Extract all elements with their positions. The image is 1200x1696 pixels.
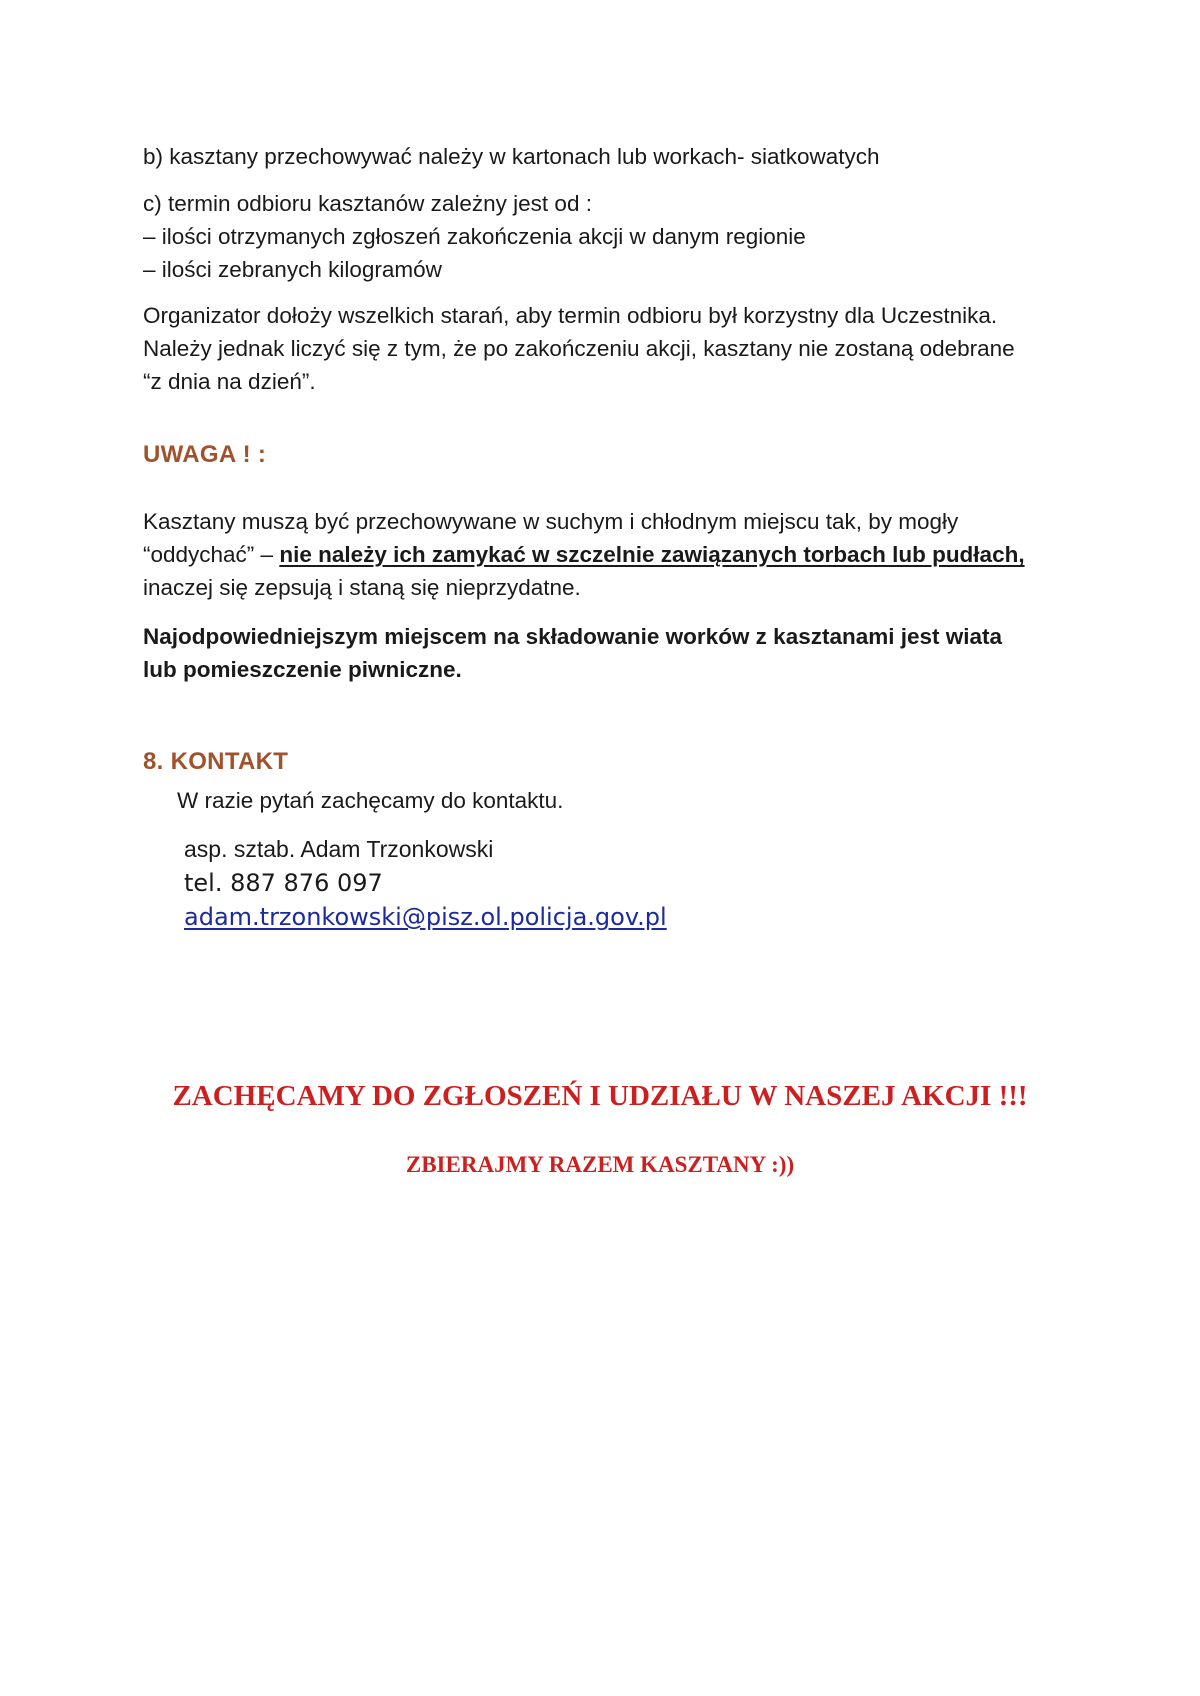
section-c xyxy=(143,187,1103,286)
uwaga-heading: UWAGA ! : xyxy=(143,441,267,468)
uwaga-line xyxy=(143,538,1103,571)
contact-name: asp. sztab. Adam Trzonkowski xyxy=(184,836,494,862)
organizer-line: Należy jednak liczyć się z tym, że po zakończeniu akcji, kasztany nie zostaną odebrane xyxy=(143,336,1015,361)
section-b-text: b) kasztany przechowywać należy w kartonach lub workach- siatkowatych xyxy=(143,144,880,169)
organizer-paragraph xyxy=(143,299,1103,398)
uwaga-line: Kasztany muszą być przechowywane w suchym i chłodnym miejscu tak, by mogły xyxy=(143,509,959,534)
section-c-title: c) termin odbioru kasztanów zależny jest od : xyxy=(143,191,592,216)
closing-call-to-action: ZACHĘCAMY DO ZGŁOSZEŃ I UDZIAŁU W NASZEJ AKCJI !!! xyxy=(172,1080,1028,1112)
organizer-line: “z dnia na dzień”. xyxy=(143,369,316,394)
uwaga-line: inaczej się zepsują i staną się nieprzydatne. xyxy=(143,575,581,600)
kontakt-intro: W razie pytań zachęcamy do kontaktu. xyxy=(177,788,564,813)
closing-slogan: ZBIERAJMY RAZEM KASZTANY :)) xyxy=(405,1152,795,1177)
section-c-item: – ilości otrzymanych zgłoszeń zakończenia akcji w danym regionie xyxy=(143,224,806,249)
storage-recommendation xyxy=(143,620,1103,686)
contact-phone: tel. 887 876 097 xyxy=(184,869,383,897)
contact-details xyxy=(184,832,667,934)
organizer-line: Organizator dołoży wszelkich starań, aby termin odbioru był korzystny dla Uczestnika. xyxy=(143,303,998,328)
kontakt-heading: 8. KONTAKT xyxy=(143,748,289,775)
section-c-item: – ilości zebranych kilogramów xyxy=(143,257,442,282)
uwaga-warning-emphasis: nie należy ich zamykać w szczelnie zawiązanych torbach lub pudłach, xyxy=(279,542,1025,567)
storage-line: Najodpowiedniejszym miejscem na składowanie worków z kasztanami jest wiata xyxy=(143,624,1003,649)
uwaga-paragraph xyxy=(143,505,1103,604)
contact-email-link[interactable]: adam.trzonkowski@pisz.ol.policja.gov.pl xyxy=(184,903,667,931)
uwaga-line-prefix: “oddychać” – xyxy=(143,542,280,567)
storage-line: lub pomieszczenie piwniczne. xyxy=(143,657,462,682)
